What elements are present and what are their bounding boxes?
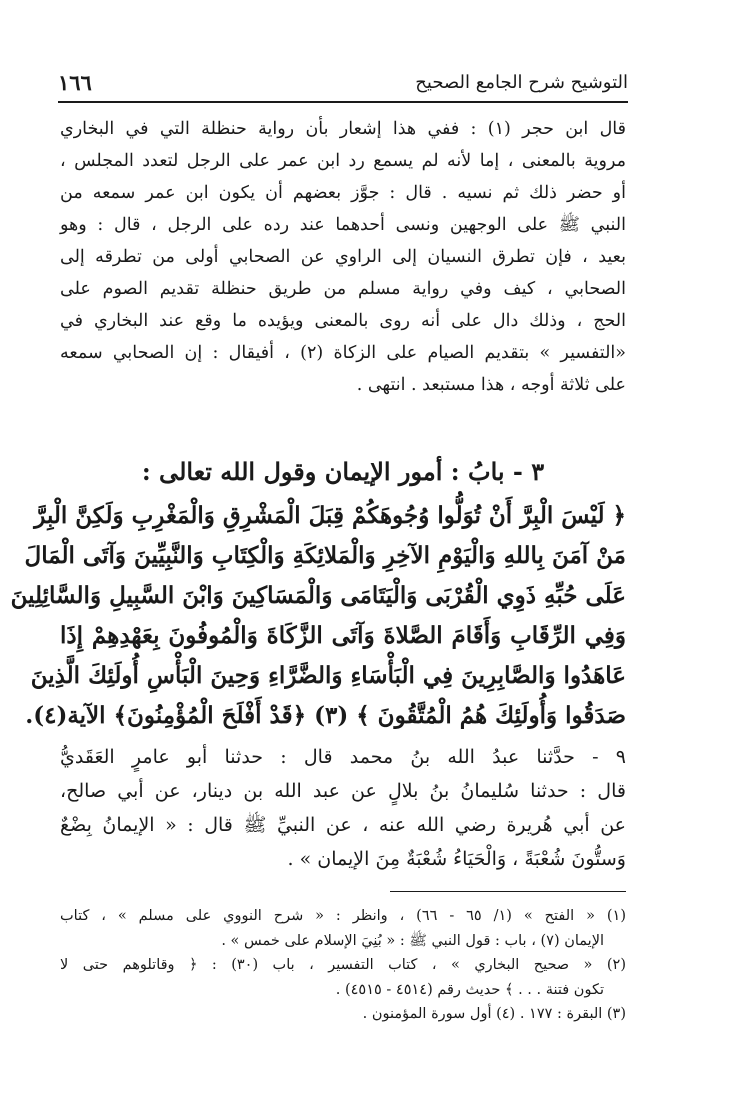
body-line: الصحابي ، كيف وفي رواية مسلم من طريق حنظلة تقديم الصوم على (60, 279, 626, 299)
hadith-text (60, 740, 626, 876)
running-title: التوشيح شرح الجامع الصحيح (415, 72, 628, 93)
body-line: قال ابن حجر (١) : ففي هذا إشعار بأن رواية حنظلة التي في البخاري (60, 119, 626, 139)
verse-line: صَدَقُوا وَأُولَئِكَ هُمُ الْمُتَّقُونَ ﴾ (٣) ﴿قَدْ أَفْلَحَ الْمُؤْمِنُونَ﴾ الآية(٤). (25, 702, 626, 729)
footnotes (60, 904, 626, 1027)
header-rule (58, 101, 628, 103)
footnote-line: (٢) « صحيح البخاري » ، كتاب التفسير ، باب (٣٠) : ﴿ وقاتلوهم حتى لا (60, 957, 626, 973)
verse-line: عَاهَدُوا وَالصَّابِرِينَ فِي الْبَأْسَاءِ وَالضَّرَّاءِ وَحِينَ الْبَأْسِ أُولَئِكَ الَّذِينَ (30, 662, 626, 689)
body-line: النبي ﷺ على الوجهين ونسى أحدهما عند رده على الرجل ، قال : وهو (60, 215, 626, 235)
hadith-line: عن أبي هُريرة رضي الله عنه ، عن النبيِّ ﷺ قال : « الإيمانُ بِضْعٌ (60, 814, 626, 836)
body-line: مروية بالمعنى ، إما لأنه لم يسمع رد ابن عمر على الرجل لتعدد المجلس ، (60, 151, 626, 171)
quran-verse (10, 496, 626, 736)
verse-line: ﴿ لَيْسَ الْبِرَّ أَنْ تُوَلُّوا وُجُوهَكُمْ قِبَلَ الْمَشْرِقِ وَالْمَغْرِبِ وَلَكِنَّ الْبِرَّ (34, 502, 626, 529)
footnote-line: (١) « الفتح » (١/ ٦٥ - ٦٦) ، وانظر : « شرح النووي على مسلم » ، كتاب (60, 908, 626, 924)
body-line: «التفسير » بتقديم الصيام على الزكاة (٢) ، أفيقال : إن الصحابي سمعه (60, 343, 626, 363)
body-line: الحج ، وذلك دال على أنه روى بالمعنى ويؤيده ما وقع عند البخاري في (60, 311, 626, 331)
verse-line: عَلَى حُبِّهِ ذَوِي الْقُرْبَى وَالْيَتَامَى وَالْمَسَاكِينَ وَابْنَ السَّبِيلِ وَالسَّائِلِينَ (10, 582, 626, 609)
body-line: بعيد ، فإن تطرق النسيان إلى الراوي عن الصحابي أولى من تطرقه إلى (60, 247, 626, 267)
hadith-line: قال : حدثنا سُليمانُ بنُ بلالٍ عن عبد الله بن دينار، عن أبي صالح، (60, 780, 626, 802)
chapter-heading: ٣ - بابُ : أمور الإيمان وقول الله تعالى : (141, 457, 545, 486)
hadith-line: ٩ - حدَّثنا عبدُ الله بنُ محمد قال : حدثنا أبو عامرٍ العَقَديُّ (60, 746, 626, 768)
verse-line: مَنْ آمَنَ بِاللهِ وَالْيَوْمِ الآخِرِ وَالْمَلائِكَةِ وَالْكِتَابِ وَالنَّبِيِّينَ وَآتَى الْمَالَ (24, 542, 626, 569)
body-text (60, 113, 626, 401)
footnote-line: الإيمان (٧) ، باب : قول النبي ﷺ : « بُنِيَ الإسلام على خمس » . (221, 932, 604, 949)
page-number: ١٦٦ (58, 70, 92, 95)
hadith-line: وَستُّونَ شُعْبَةً ، وَالْحَيَاءُ شُعْبَةٌ مِنَ الإيمان » . (287, 848, 626, 870)
page-header (58, 70, 628, 100)
footnote-line: تكون فتنة . . . ﴾ حديث رقم (٤٥١٤ - ٤٥١٥) . (335, 981, 604, 998)
footnote-line: (٣) البقرة : ١٧٧ . (٤) أول سورة المؤمنون . (362, 1006, 626, 1022)
body-line: أو حضر ذلك ثم نسيه . قال : جوَّز بعضهم أن يكون ابن عمر سمعه من (60, 183, 626, 203)
body-line: على ثلاثة أوجه ، هذا مستبعد . انتهى . (356, 375, 626, 395)
footnote-rule (390, 891, 626, 892)
verse-line: وَفِي الرِّقَابِ وَأَقَامَ الصَّلاةَ وَآتَى الزَّكَاةَ وَالْمُوفُونَ بِعَهْدِهِمْ إِذَا (60, 622, 626, 649)
